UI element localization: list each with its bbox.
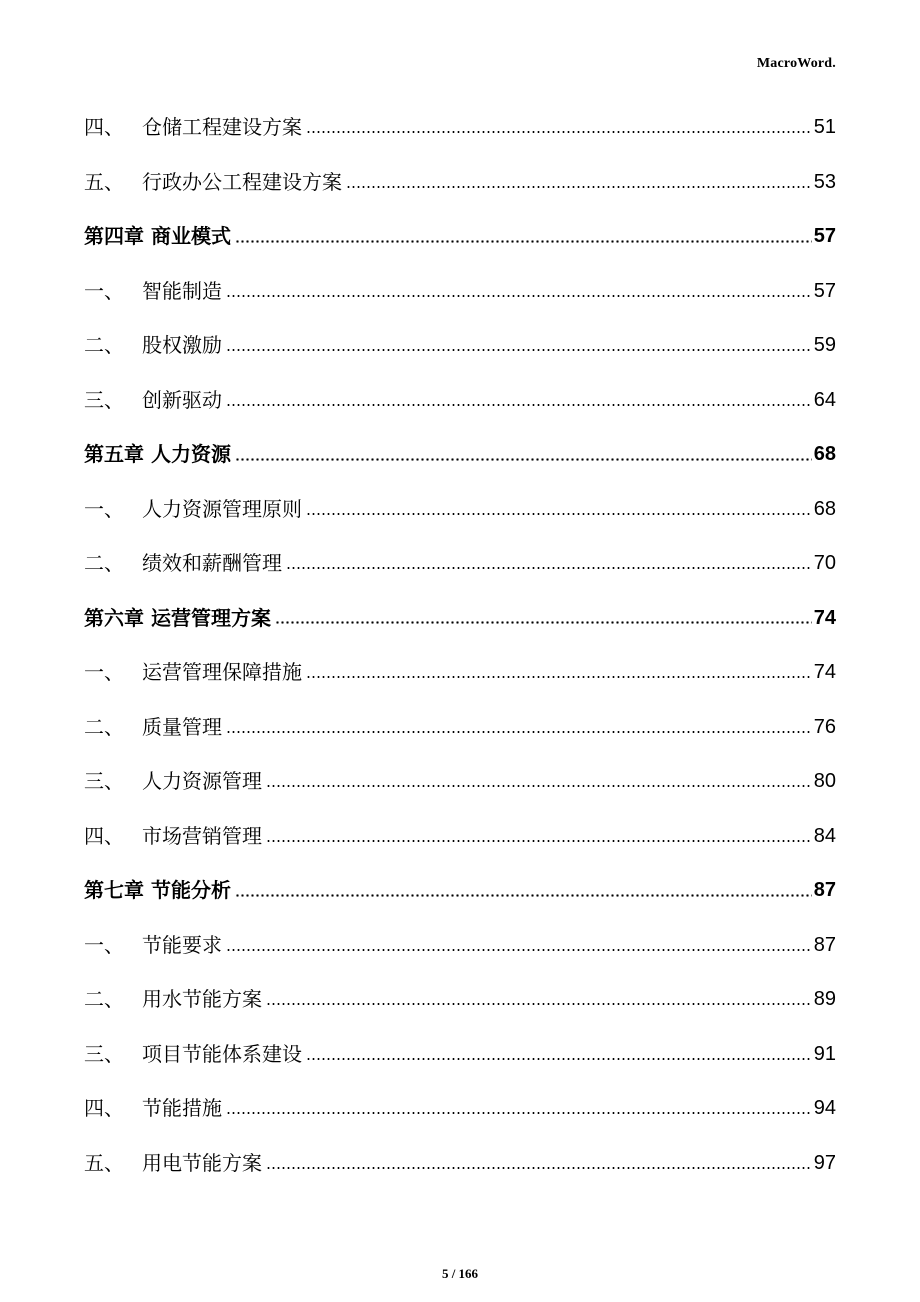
- toc-entry-title: 质量管理: [142, 714, 222, 739]
- toc-section-entry[interactable]: [84, 918, 836, 973]
- toc-dot-leader: [306, 131, 812, 133]
- toc-section-entry[interactable]: [84, 264, 836, 319]
- toc-entry-title: 节能措施: [142, 1096, 222, 1121]
- page-header-brand: MacroWord.: [756, 56, 836, 71]
- toc-section-entry[interactable]: [84, 809, 836, 864]
- toc-section-entry[interactable]: [84, 536, 836, 591]
- toc-entry-page-number: 57: [813, 225, 836, 248]
- toc-dot-leader: [306, 1058, 812, 1060]
- toc-chapter-entry[interactable]: [84, 863, 836, 918]
- toc-entry-number: 四、: [84, 823, 124, 848]
- toc-entry-title: 第四章 商业模式: [84, 224, 231, 249]
- toc-entry-page-number: 74: [813, 661, 836, 684]
- toc-entry-number: 一、: [84, 496, 124, 521]
- toc-entry-page-number: 76: [813, 715, 836, 738]
- toc-entry-title: 第五章 人力资源: [84, 442, 231, 467]
- toc-entry-number: 二、: [84, 714, 124, 739]
- toc-section-entry[interactable]: [84, 1027, 836, 1082]
- toc-dot-leader: [346, 186, 812, 188]
- toc-entry-title: 用水节能方案: [142, 987, 262, 1012]
- toc-dot-leader: [266, 1003, 812, 1005]
- toc-entry-number: 二、: [84, 987, 124, 1012]
- toc-section-entry[interactable]: [84, 700, 836, 755]
- toc-entry-page-number: 87: [813, 933, 836, 956]
- toc-dot-leader: [286, 567, 812, 569]
- toc-entry-page-number: 87: [813, 879, 836, 902]
- toc-chapter-entry[interactable]: [84, 591, 836, 646]
- toc-entry-title: 股权激励: [142, 333, 222, 358]
- toc-entry-title: 用电节能方案: [142, 1150, 262, 1175]
- toc-section-entry[interactable]: [84, 318, 836, 373]
- toc-dot-leader: [226, 731, 812, 733]
- toc-entry-page-number: 84: [813, 824, 836, 847]
- toc-section-entry[interactable]: [84, 155, 836, 210]
- toc-chapter-entry[interactable]: [84, 427, 836, 482]
- toc-entry-title: 人力资源管理原则: [142, 496, 302, 521]
- toc-entry-page-number: 89: [813, 988, 836, 1011]
- toc-entry-number: 一、: [84, 932, 124, 957]
- toc-entry-number: 五、: [84, 1150, 124, 1175]
- toc-dot-leader: [235, 458, 812, 461]
- toc-section-entry[interactable]: [84, 645, 836, 700]
- toc-section-entry[interactable]: [84, 482, 836, 537]
- toc-section-entry[interactable]: [84, 754, 836, 809]
- toc-entry-number: 四、: [84, 1096, 124, 1121]
- toc-dot-leader: [275, 621, 812, 624]
- toc-entry-page-number: 97: [813, 1151, 836, 1174]
- toc-entry-number: 三、: [84, 1041, 124, 1066]
- toc-entry-number: 五、: [84, 169, 124, 194]
- toc-entry-number: 一、: [84, 660, 124, 685]
- toc-entry-page-number: 68: [813, 497, 836, 520]
- toc-entry-page-number: 74: [813, 606, 836, 629]
- toc-chapter-entry[interactable]: [84, 209, 836, 264]
- toc-dot-leader: [266, 1167, 812, 1169]
- toc-entry-page-number: 53: [813, 170, 836, 193]
- toc-entry-title: 运营管理保障措施: [142, 660, 302, 685]
- toc-entry-number: 二、: [84, 551, 124, 576]
- toc-section-entry[interactable]: [84, 373, 836, 428]
- toc-entry-number: 三、: [84, 387, 124, 412]
- toc-entry-title: 项目节能体系建设: [142, 1041, 302, 1066]
- toc-entry-page-number: 51: [813, 116, 836, 139]
- toc-entry-page-number: 57: [813, 279, 836, 302]
- toc-dot-leader: [306, 513, 812, 515]
- toc-entry-page-number: 64: [813, 388, 836, 411]
- toc-dot-leader: [226, 404, 812, 406]
- page-number-footer: 5 / 166: [441, 1266, 479, 1281]
- toc-dot-leader: [226, 349, 812, 351]
- toc-entry-page-number: 68: [813, 443, 836, 466]
- table-of-contents: [84, 100, 836, 1190]
- toc-entry-title: 仓储工程建设方案: [142, 115, 302, 140]
- toc-section-entry[interactable]: [84, 972, 836, 1027]
- toc-section-entry[interactable]: [84, 100, 836, 155]
- toc-entry-page-number: 91: [813, 1042, 836, 1065]
- toc-entry-title: 行政办公工程建设方案: [142, 169, 342, 194]
- toc-dot-leader: [226, 295, 812, 297]
- toc-entry-title: 第七章 节能分析: [84, 878, 231, 903]
- toc-entry-title: 市场营销管理: [142, 823, 262, 848]
- toc-dot-leader: [266, 840, 812, 842]
- toc-entry-title: 智能制造: [142, 278, 222, 303]
- toc-entry-number: 四、: [84, 115, 124, 140]
- toc-dot-leader: [266, 785, 812, 787]
- toc-entry-number: 二、: [84, 333, 124, 358]
- toc-entry-number: 一、: [84, 278, 124, 303]
- toc-entry-title: 人力资源管理: [142, 769, 262, 794]
- toc-dot-leader: [226, 949, 812, 951]
- toc-dot-leader: [306, 676, 812, 678]
- toc-dot-leader: [235, 240, 812, 243]
- toc-dot-leader: [235, 894, 812, 897]
- toc-entry-title: 创新驱动: [142, 387, 222, 412]
- toc-section-entry[interactable]: [84, 1136, 836, 1191]
- toc-entry-title: 绩效和薪酬管理: [142, 551, 282, 576]
- toc-entry-page-number: 94: [813, 1097, 836, 1120]
- toc-entry-title: 第六章 运营管理方案: [84, 605, 271, 630]
- toc-section-entry[interactable]: [84, 1081, 836, 1136]
- toc-entry-title: 节能要求: [142, 932, 222, 957]
- toc-entry-page-number: 59: [813, 334, 836, 357]
- toc-entry-number: 三、: [84, 769, 124, 794]
- toc-entry-page-number: 70: [813, 552, 836, 575]
- toc-entry-page-number: 80: [813, 770, 836, 793]
- toc-dot-leader: [226, 1112, 812, 1114]
